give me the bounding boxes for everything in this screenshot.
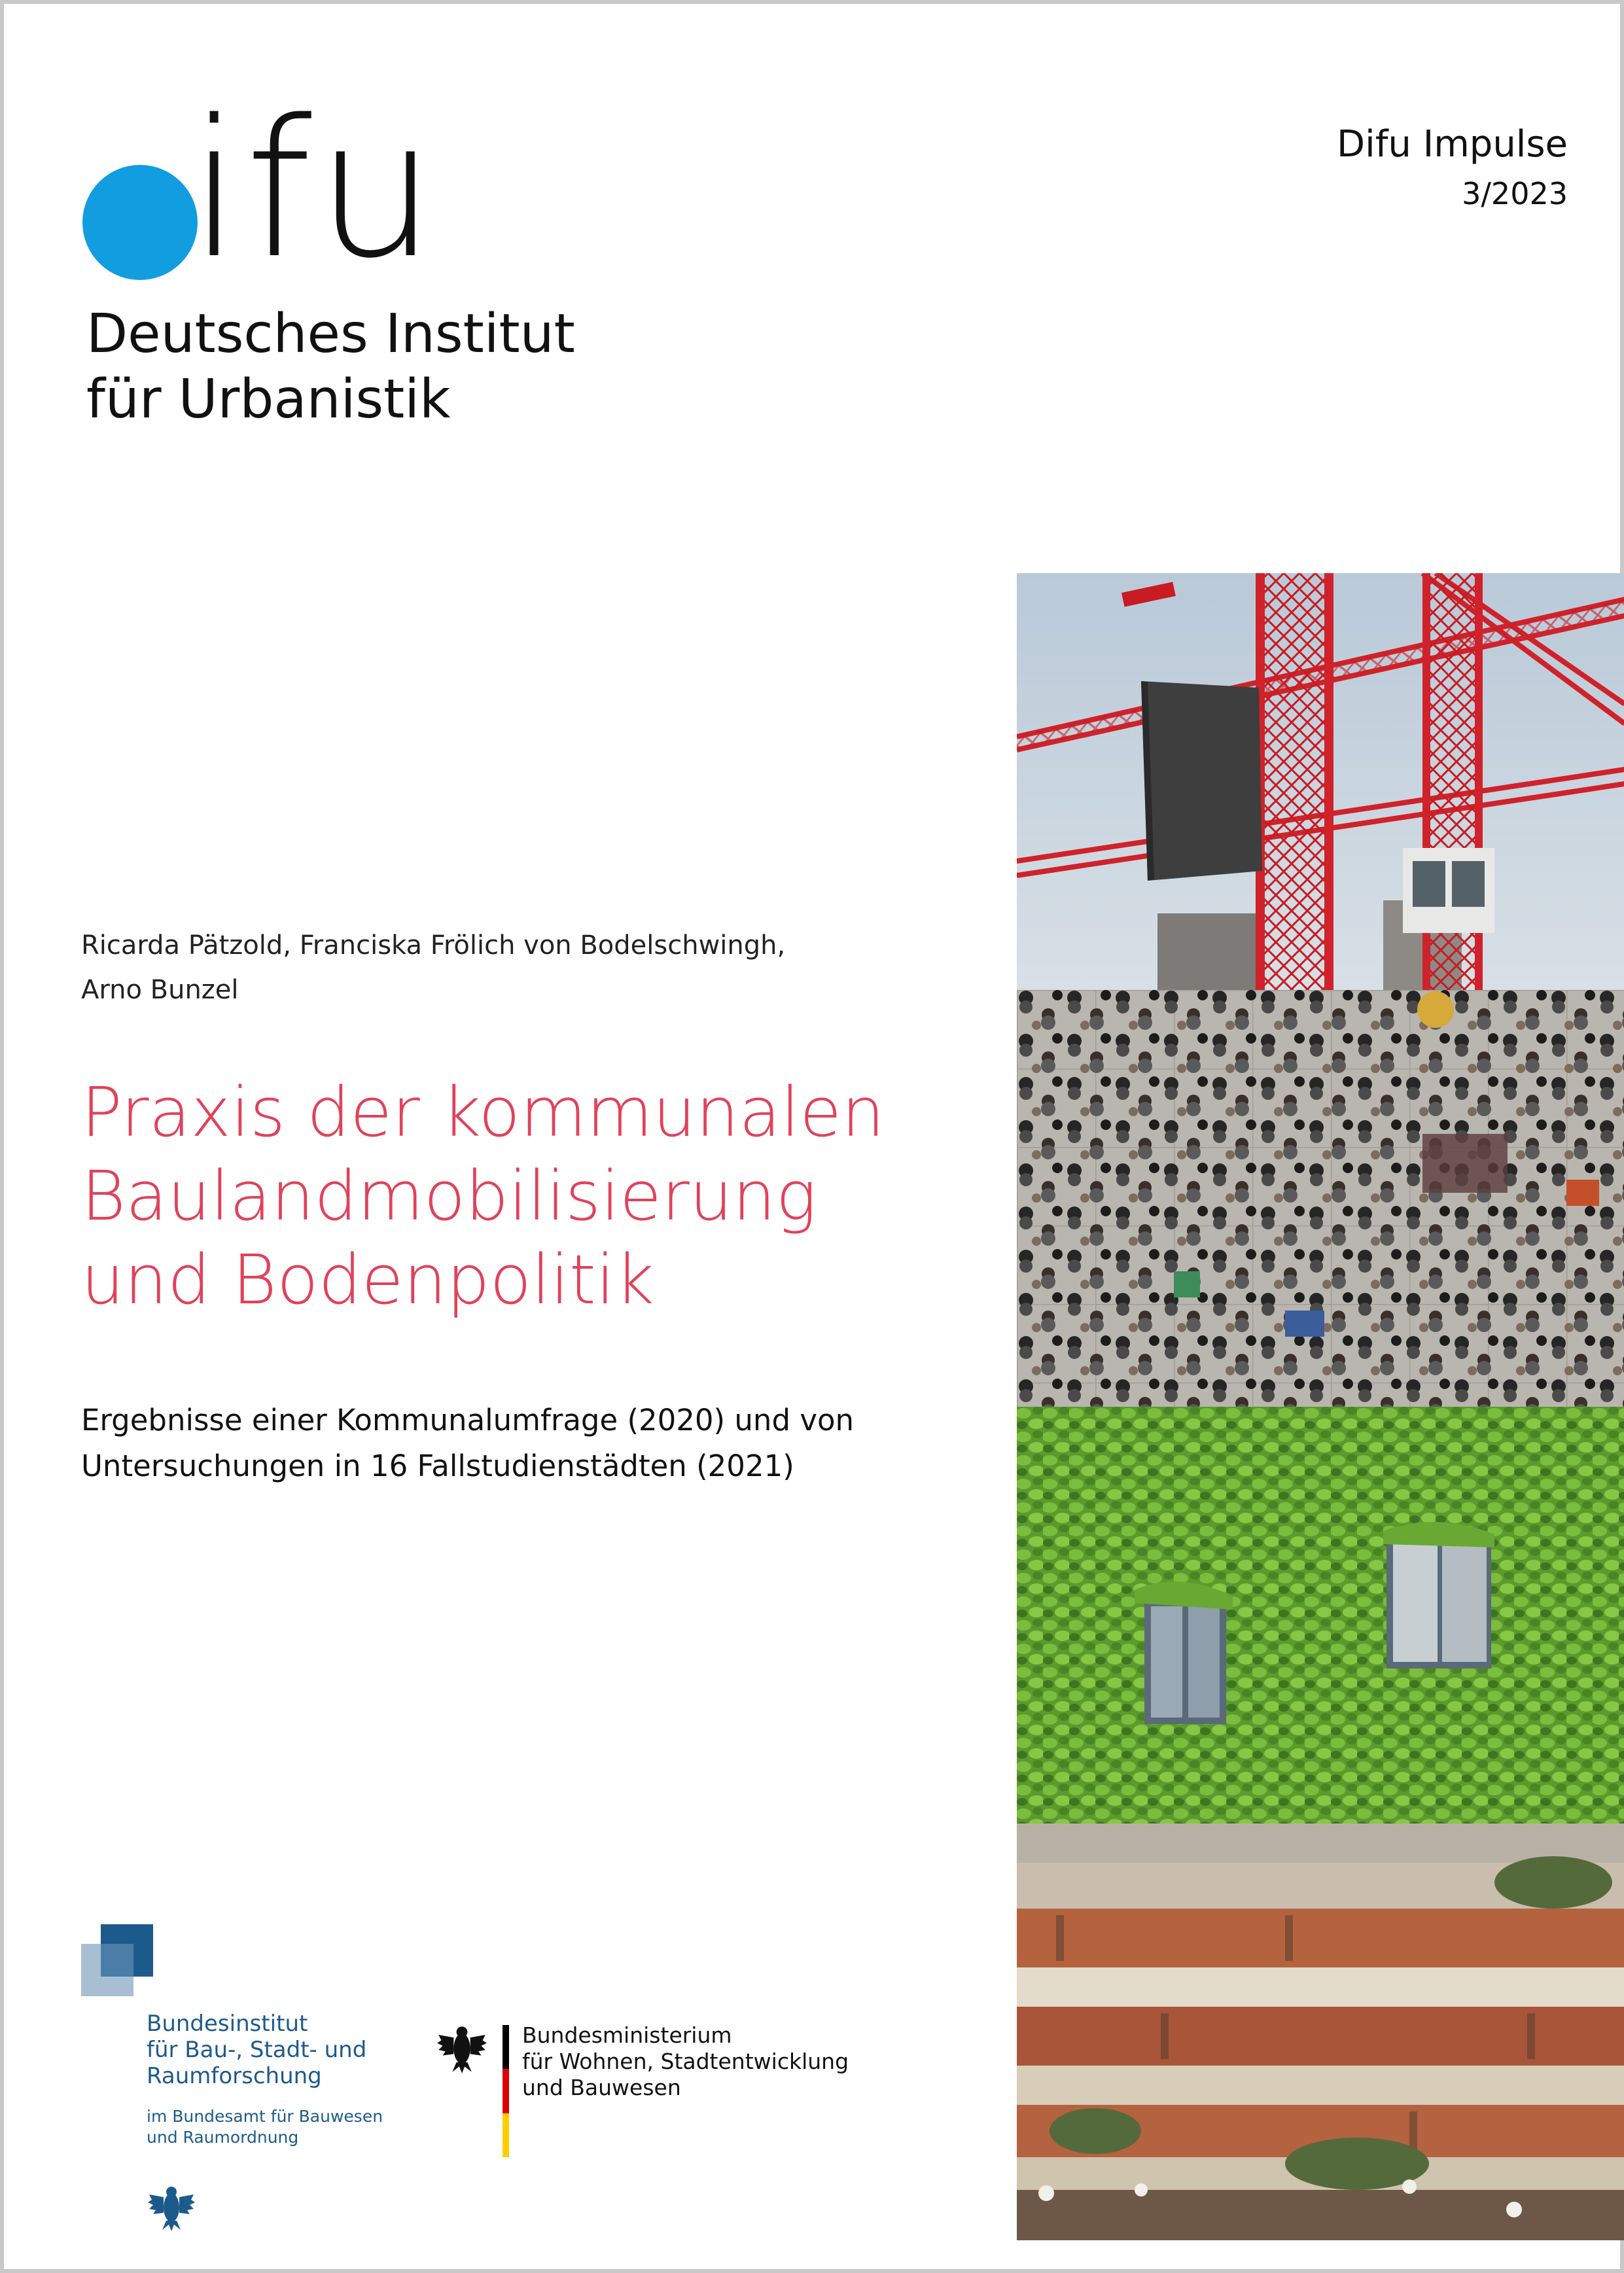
ministry-logo <box>436 2022 849 2160</box>
title-line1: Praxis der kommunalen <box>81 1072 885 1152</box>
difu-logo <box>82 80 540 300</box>
bbsr-name-line1: Bundesinstitut <box>147 2011 308 2037</box>
authors <box>81 923 785 1012</box>
federal-eagle-icon <box>436 2022 488 2078</box>
bbsr-logo <box>81 1924 448 2147</box>
photo-city-rooftops <box>1017 1824 1624 2240</box>
institute-name-line2: für Urbanistik <box>86 368 451 431</box>
bbsr-sub-line2: und Raumordnung <box>147 2128 299 2147</box>
photo-ivy-covered-facade <box>1017 1407 1624 1824</box>
federal-eagle-icon <box>147 2183 196 2236</box>
title-line2: Baulandmobilisierung <box>81 1156 817 1236</box>
difu-logo-wordmark: ifu <box>188 80 440 300</box>
publication-title <box>81 1070 885 1322</box>
title-line3: und Bodenpolitik <box>81 1240 654 1320</box>
ministry-name <box>522 2022 849 2101</box>
authors-line1: Ricarda Pätzold, Franciska Frölich von Bodelschwingh, <box>81 930 786 960</box>
photo-crowd-from-above <box>1017 990 1624 1407</box>
photo-construction-cranes <box>1017 573 1624 990</box>
series-issue: 3/2023 <box>1462 176 1568 211</box>
ministry-line1: Bundesministerium <box>522 2022 732 2048</box>
series-name: Difu Impulse <box>1337 123 1568 166</box>
ministry-line3: und Bauwesen <box>522 2075 681 2100</box>
bbsr-sub-line1: im Bundesamt für Bauwesen <box>147 2107 383 2126</box>
german-flag-bar <box>503 2025 509 2157</box>
institute-name <box>86 302 575 432</box>
photo-column <box>1017 573 1624 2240</box>
subtitle-line2: Untersuchungen in 16 Fallstudienstädten (2021) <box>81 1449 794 1483</box>
publication-subtitle <box>81 1398 854 1489</box>
bbsr-subline <box>147 2106 383 2148</box>
series-info <box>1337 118 1568 217</box>
bbsr-name-line3: Raumforschung <box>147 2063 322 2089</box>
bbsr-mark-icon <box>81 1924 153 1996</box>
authors-line2: Arno Bunzel <box>81 975 239 1005</box>
institute-name-line1: Deutsches Institut <box>86 303 575 365</box>
bbsr-name <box>147 2011 366 2089</box>
bbsr-name-line2: für Bau-, Stadt- und <box>147 2037 367 2063</box>
difu-logo-dot <box>82 165 198 280</box>
ministry-line2: für Wohnen, Stadtentwicklung <box>522 2049 849 2074</box>
subtitle-line1: Ergebnisse einer Kommunalumfrage (2020) und von <box>81 1403 855 1437</box>
